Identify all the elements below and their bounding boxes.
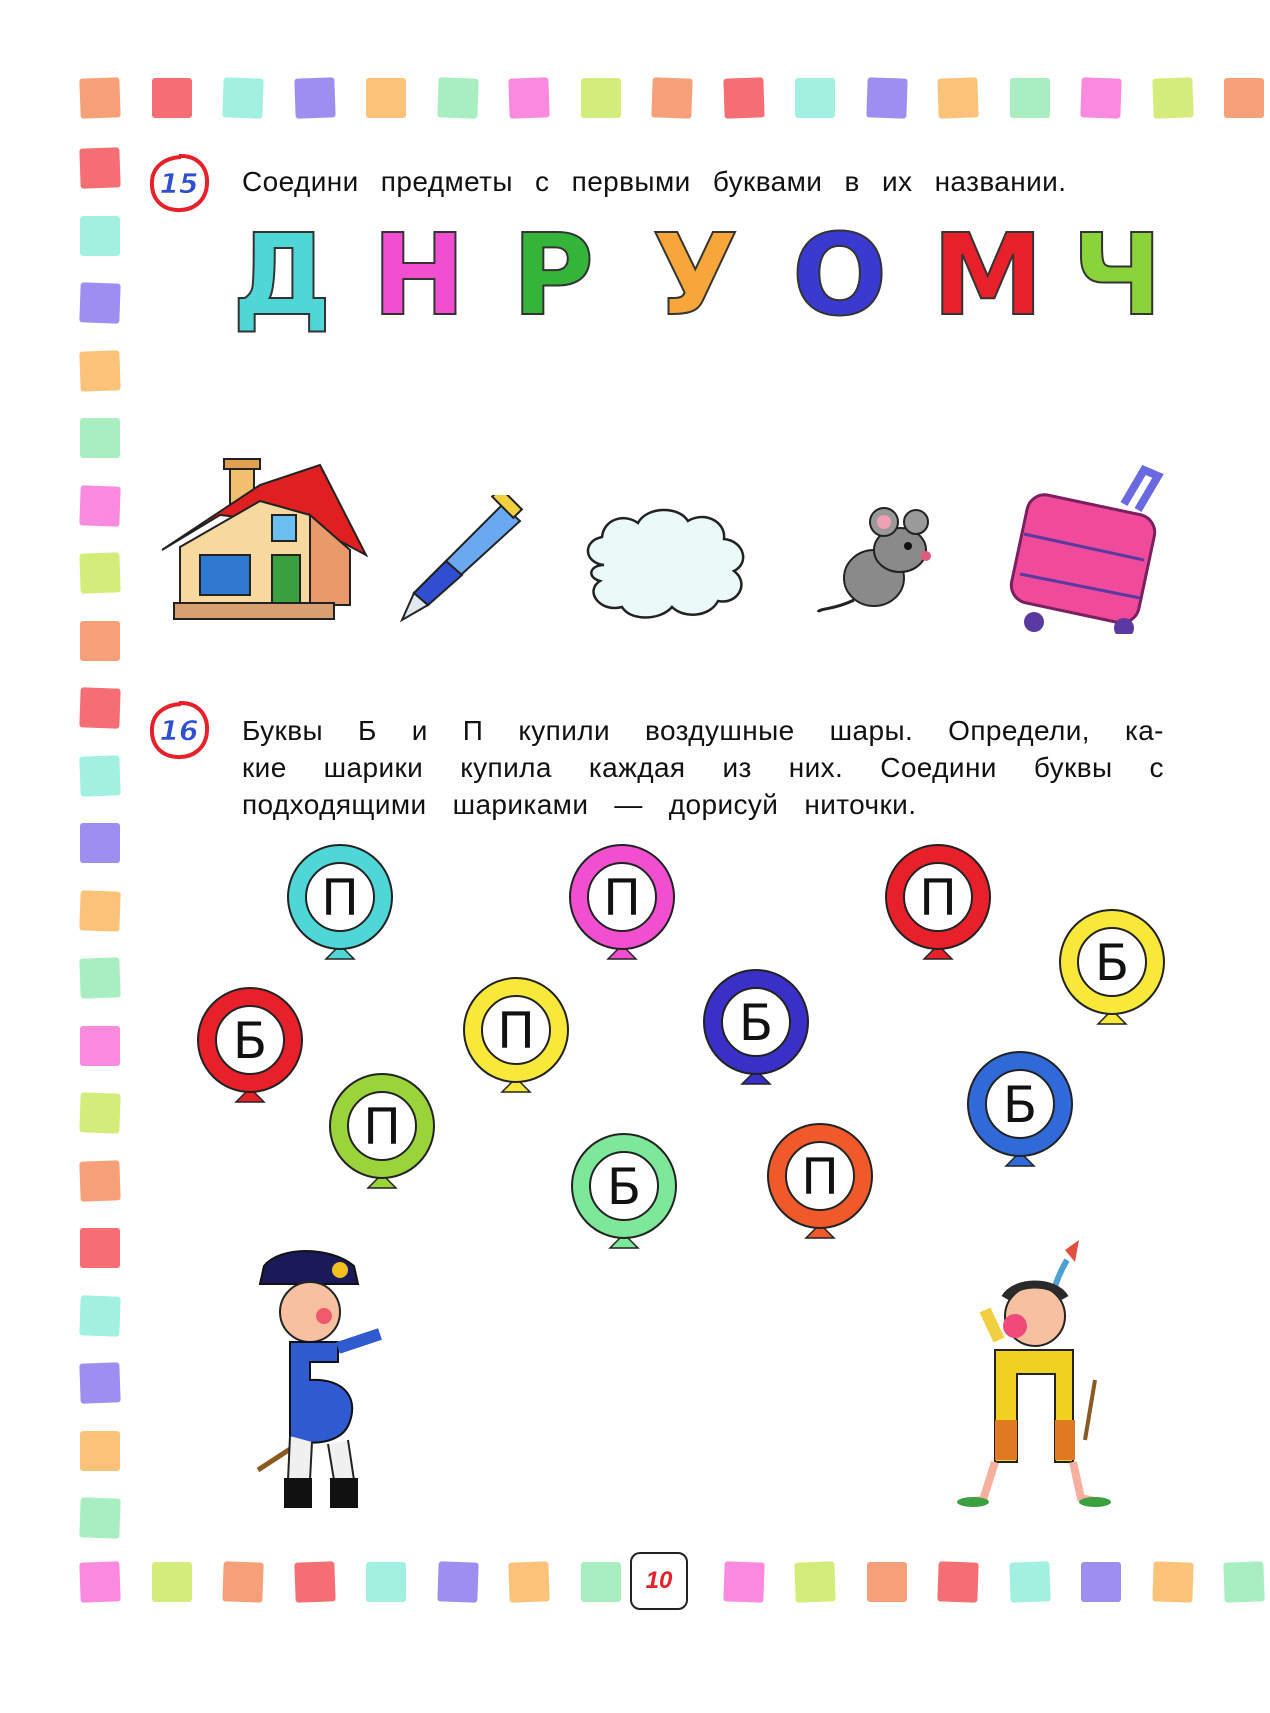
border-square [1010,78,1050,118]
word: и [411,715,428,746]
border-square [79,1561,120,1602]
task-16-instruction [242,712,1164,823]
border-square [79,1362,120,1403]
pen-picture [392,495,532,625]
letter-b-character-picture [250,1250,430,1520]
word: купили [518,715,611,746]
big-letter: М [932,211,1044,341]
task-15-number: 15 [159,167,199,200]
suitcase-picture [1004,464,1174,634]
balloon[interactable] [460,974,572,1102]
balloon[interactable] [882,841,994,969]
big-letter: Р [512,211,595,341]
border-square [723,77,764,118]
word: ниточки. [804,789,917,820]
border-square [1223,1561,1264,1602]
border-square [79,1497,120,1538]
border-square [794,1561,835,1602]
border-square [79,755,120,796]
balloon[interactable] [326,1070,438,1198]
word: купила [460,752,552,783]
big-letter: Н [372,211,466,341]
border-square [1224,78,1264,118]
balloon[interactable] [284,841,396,969]
word: Определи, [948,715,1090,746]
big-letter: О [792,211,888,341]
word: — [614,789,643,820]
border-square [581,78,621,118]
word: из [722,752,752,783]
word: с [1149,752,1164,783]
balloon-letter: Б [1094,934,1130,992]
border-square [294,77,335,118]
border-square [508,1561,549,1602]
balloon-letter: Б [1002,1076,1038,1134]
word: буквы [1033,752,1113,783]
balloon[interactable] [764,1120,876,1248]
border-square [437,77,478,118]
balloon[interactable] [700,966,812,1094]
border-square [1081,1562,1121,1602]
word: кие [242,752,287,783]
balloon-letter: П [801,1148,839,1206]
word: них. [788,752,844,783]
border-square [508,77,549,118]
balloon-letter: П [321,869,359,927]
balloon-letter: Б [232,1012,268,1070]
balloon[interactable] [194,984,306,1112]
word: воздушные [645,715,795,746]
border-square [866,77,907,118]
task-16-line-3 [242,786,1164,823]
word: Буквы [242,715,324,746]
border-square [937,1561,978,1602]
balloon[interactable] [568,1130,680,1258]
balloon-letter: Б [606,1158,642,1216]
task-16-number: 16 [159,714,199,747]
task-16-line-1 [242,712,1164,749]
word: Б [358,715,377,746]
border-square [80,1026,120,1066]
word: шариками [452,789,589,820]
balloon-letter: П [497,1002,535,1060]
border-square [651,77,692,118]
border-square [1152,77,1193,118]
cloud-picture [574,505,754,625]
word: шары. [829,715,914,746]
border-square [581,1562,621,1602]
border-square [79,282,120,323]
border-square [80,1228,120,1268]
task-15-number-badge [146,150,212,216]
word: каждая [588,752,686,783]
border-square [79,687,120,728]
border-square [79,77,120,118]
border-square [80,621,120,661]
border-square [152,78,192,118]
border-square [1009,1561,1050,1602]
task-15-letters-row [232,211,1170,341]
house-picture [160,455,370,625]
border-square [366,1562,406,1602]
border-square [795,78,835,118]
word: Соедини [880,752,997,783]
border-square [80,216,120,256]
balloon-letter: Б [738,994,774,1052]
border-square [867,1562,907,1602]
balloon[interactable] [1056,906,1168,1034]
balloon-letter: П [363,1098,401,1156]
task-16-number-badge [146,697,212,763]
word: П [462,715,484,746]
word: ка- [1124,715,1164,746]
balloon-letter: П [603,869,641,927]
big-letter: Д [232,211,332,341]
page-number: 10 [630,1552,688,1610]
border-square [723,1561,764,1602]
border-square [79,957,120,998]
big-letter: Ч [1072,211,1163,341]
border-square [80,1431,120,1471]
border-square [437,1561,478,1602]
border-square [79,552,120,593]
task-15-instruction: Соедини предметы с первыми буквами в их названии. [242,166,1067,197]
border-square [80,823,120,863]
border-square [79,350,120,391]
word: шарики [323,752,424,783]
task-16-line-2 [242,749,1164,786]
border-square [80,418,120,458]
balloon[interactable] [964,1048,1076,1176]
border-square [79,890,120,931]
border-square [222,1561,263,1602]
border-square [79,1092,120,1133]
border-square [294,1561,335,1602]
word: дорисуй [668,789,779,820]
mouse-picture [814,500,944,620]
border-square [1152,1561,1193,1602]
balloon[interactable] [566,841,678,969]
border-square [79,1160,120,1201]
border-square [366,78,406,118]
balloon-letter: П [919,869,957,927]
border-square [79,485,120,526]
border-square [937,77,978,118]
border-square [79,1295,120,1336]
letter-p-character-picture [955,1240,1135,1510]
border-square [152,1562,192,1602]
border-square [79,147,120,188]
border-square [1080,77,1121,118]
word: подходящими [242,789,427,820]
big-letter: У [652,211,739,341]
border-square [222,77,263,118]
